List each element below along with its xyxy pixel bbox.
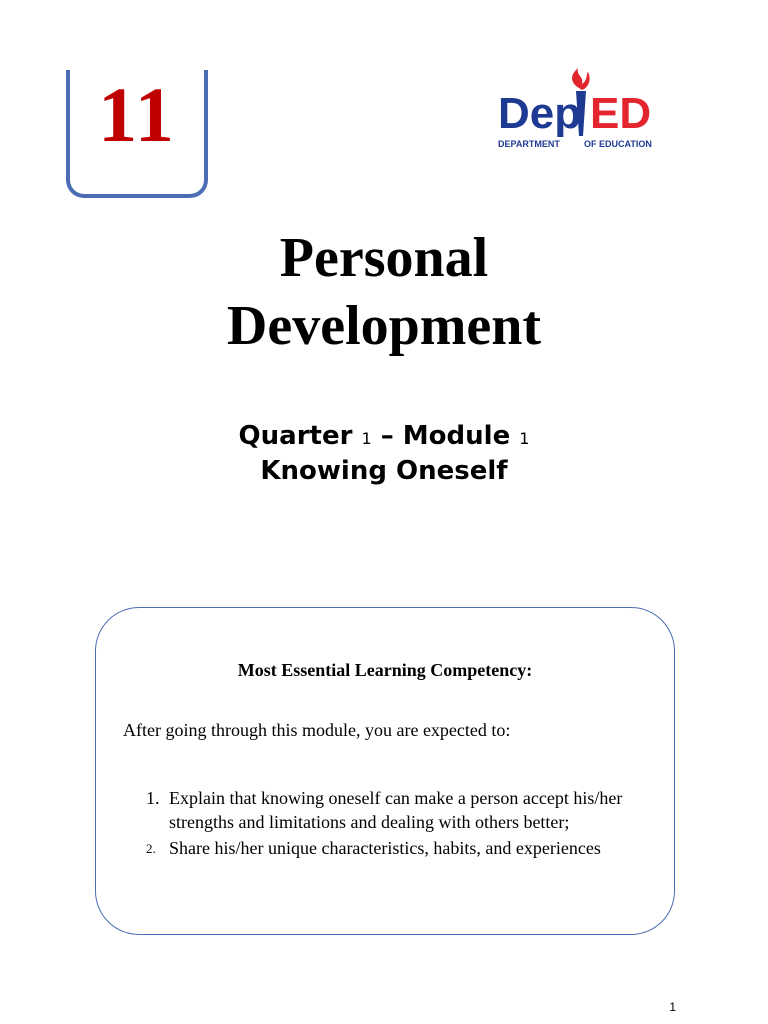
module-topic: Knowing Oneself (260, 456, 508, 486)
title-line-2: Development (226, 295, 542, 357)
competency-heading: Most Essential Learning Competency: (237, 660, 533, 680)
quarter-number: 1 (361, 429, 372, 448)
logo-dep-text: Dep (498, 89, 582, 138)
list-item (146, 786, 646, 834)
competency-list (146, 786, 646, 863)
module-label: Module (402, 421, 511, 451)
grade-badge (66, 70, 208, 198)
flame-icon (572, 68, 590, 90)
grade-number: 11 (98, 71, 176, 158)
list-item-text: Explain that knowing oneself can make a person accept his/her strengths and limitations and dealing with others better; (169, 788, 623, 832)
page-number: 1 (669, 1000, 676, 1014)
module-number: 1 (519, 429, 530, 448)
quarter-module-line (0, 420, 768, 455)
competency-intro: After going through this module, you are expected to: (123, 720, 511, 740)
title-line-1: Personal (279, 227, 489, 289)
list-item-number: 2. (146, 841, 156, 856)
logo-ed-text: ED (590, 89, 652, 138)
logo-subtext-right: OF EDUCATION (584, 139, 652, 149)
competency-box (95, 607, 675, 935)
list-item-text: Share his/her unique characteristics, habits, and experiences (169, 838, 601, 858)
module-subtitle (0, 420, 768, 487)
deped-logo (496, 66, 662, 156)
subtitle-dash: – (380, 421, 394, 451)
list-item-number: 1. (146, 788, 160, 808)
logo-subtext-left: DEPARTMENT (498, 139, 560, 149)
module-title (0, 224, 768, 360)
quarter-label: Quarter (238, 421, 353, 451)
deped-logo-graphic (496, 66, 662, 156)
list-item (146, 836, 646, 861)
